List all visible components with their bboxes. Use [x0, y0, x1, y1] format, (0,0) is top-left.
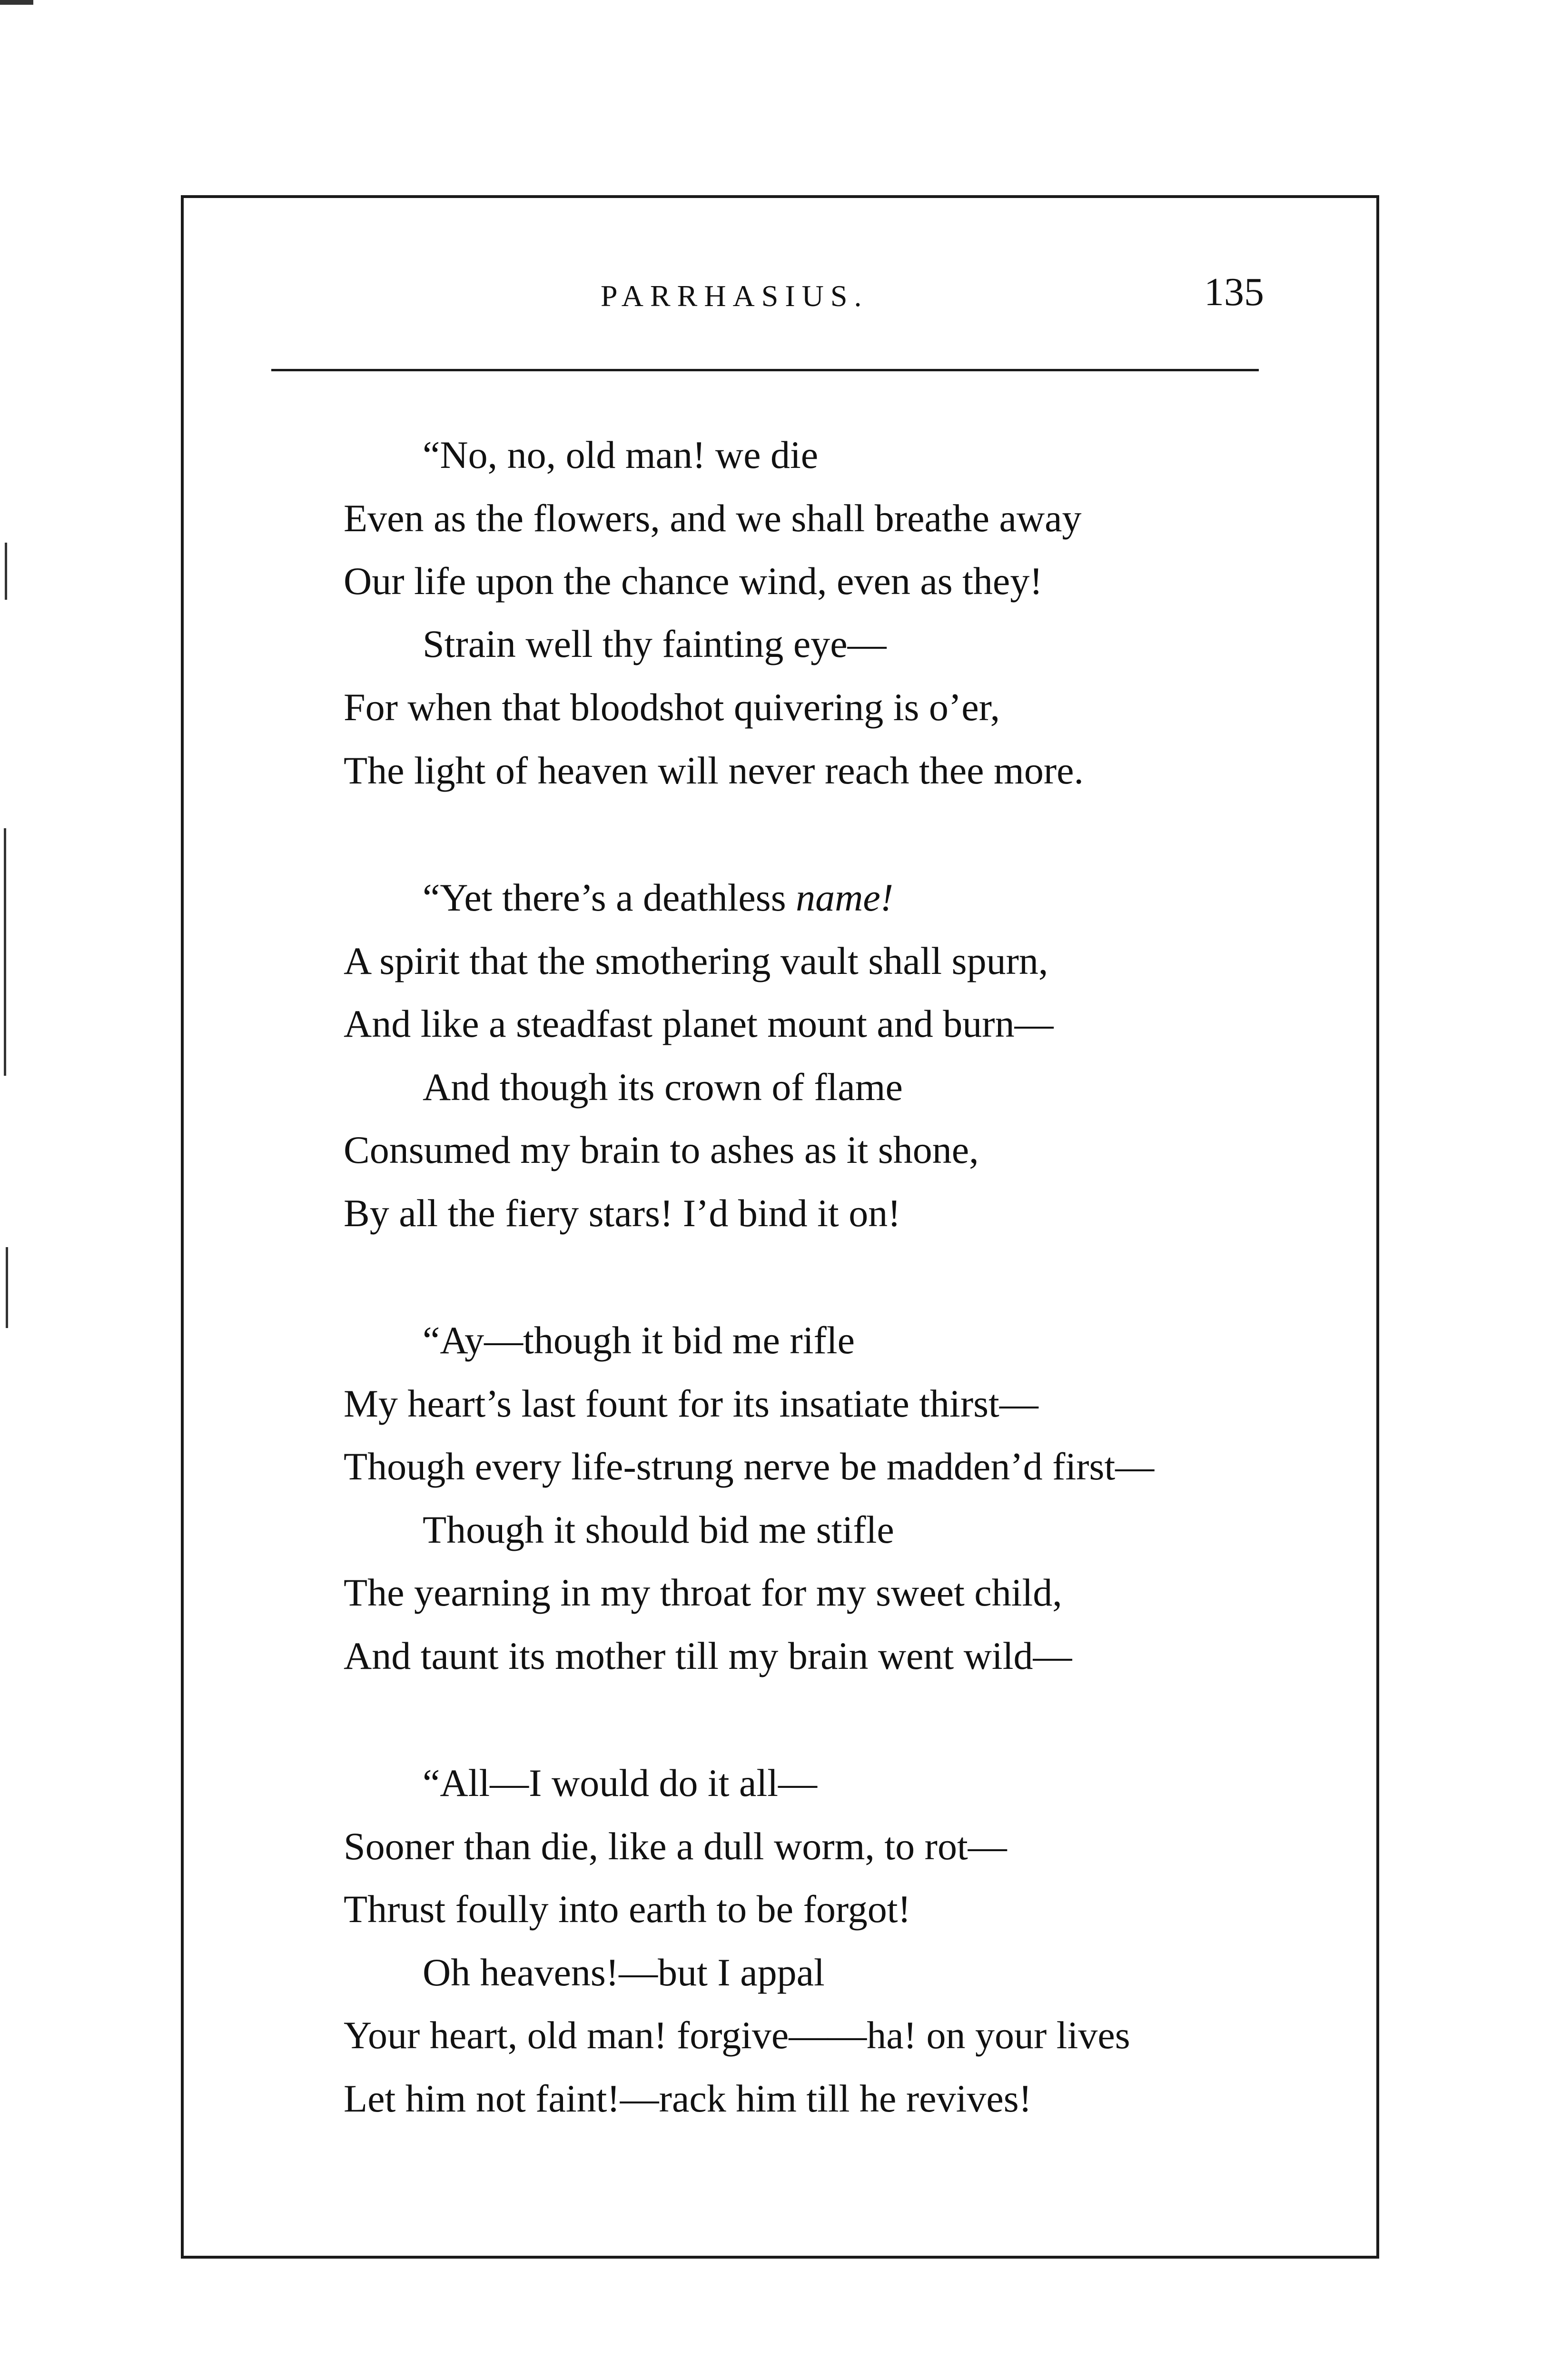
poem-line: “All—I would do it all— — [423, 1761, 818, 1805]
scan-mark — [5, 543, 7, 600]
poem-line: Your heart, old man! forgive——ha! on your lives — [344, 2013, 1130, 2057]
poem-line: And taunt its mother till my brain went wild— — [344, 1634, 1072, 1677]
scan-mark — [6, 1247, 8, 1328]
poem-line: The light of heaven will never reach thee more. — [344, 749, 1084, 792]
poem-line: Even as the flowers, and we shall breathe away — [344, 496, 1082, 540]
poem-line: And though its crown of flame — [423, 1065, 903, 1109]
poem-line: My heart’s last fount for its insatiate thirst— — [344, 1382, 1038, 1425]
poem-line: And like a steadfast planet mount and burn— — [344, 1002, 1054, 1045]
poem-line: For when that bloodshot quivering is o’er, — [344, 685, 1000, 729]
scan-mark — [0, 0, 33, 5]
poem-line: Our life upon the chance wind, even as they! — [344, 559, 1043, 603]
poem-line: Sooner than die, like a dull worm, to rot— — [344, 1825, 1007, 1868]
poem-line: Oh heavens!—but I appal — [423, 1951, 825, 1994]
poem-line: Let him not faint!—rack him till he revives! — [344, 2077, 1032, 2120]
poem-line: Though every life-strung nerve be madden’d first— — [344, 1445, 1155, 1488]
poem-line-text: “Yet there’s a deathless — [423, 876, 796, 919]
poem-line: “Ay—though it bid me rifle — [423, 1319, 855, 1362]
page-number: 135 — [1204, 270, 1264, 314]
poem-line: By all the fiery stars! I’d bind it on! — [344, 1191, 901, 1235]
scan-mark — [4, 828, 6, 1076]
poem-line: Strain well thy fainting eye— — [423, 622, 887, 665]
emphasized-word: name! — [796, 876, 894, 919]
poem-line: “No, no, old man! we die — [423, 433, 819, 476]
poem-line: Thrust foully into earth to be forgot! — [344, 1887, 911, 1931]
poem-line — [423, 878, 893, 917]
poem-line: A spirit that the smothering vault shall spurn, — [344, 939, 1048, 982]
poem-line: Consumed my brain to ashes as it shone, — [344, 1128, 979, 1171]
header-rule — [271, 369, 1259, 371]
poem-line: The yearning in my throat for my sweet child, — [344, 1571, 1062, 1614]
running-title: PARRHASIUS. — [601, 279, 869, 313]
poem-line: Though it should bid me stifle — [423, 1508, 894, 1551]
